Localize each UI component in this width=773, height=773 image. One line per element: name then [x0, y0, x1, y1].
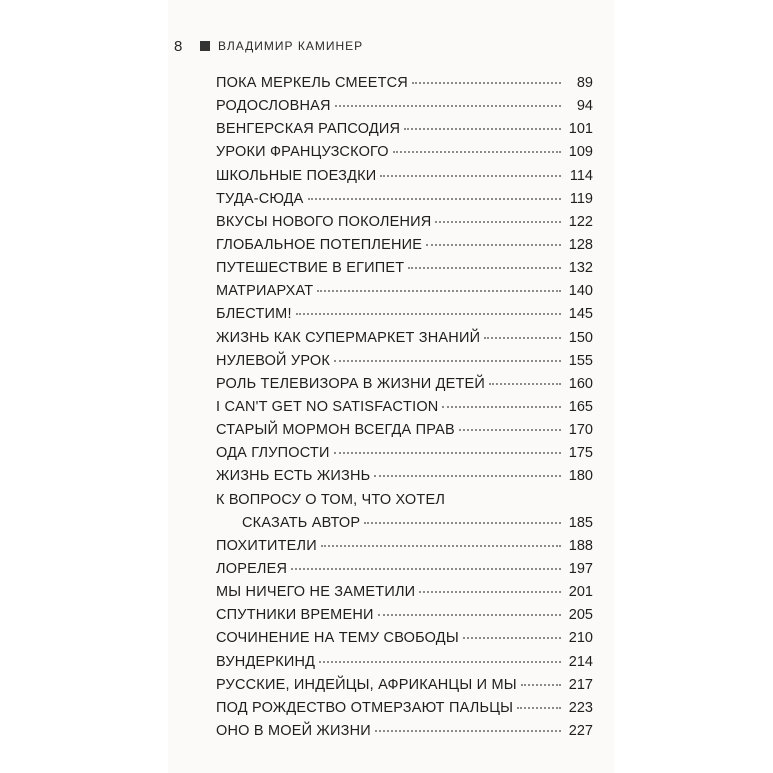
toc-entry-title: ГЛОБАЛЬНОЕ ПОТЕПЛЕНИЕ: [216, 236, 423, 253]
toc-entry-title: ВКУСЫ НОВОГО ПОКОЛЕНИЯ: [216, 213, 432, 230]
toc-entry-page: 165: [568, 398, 593, 415]
toc-entry-title: ВУНДЕРКИНД: [216, 653, 316, 670]
toc-entry-title: МЫ НИЧЕГО НЕ ЗАМЕТИЛИ: [216, 584, 416, 601]
toc-entry: [216, 396, 593, 419]
dot-leader: [412, 82, 561, 84]
toc-entry: [216, 373, 593, 396]
toc-entry: [216, 72, 593, 95]
toc-entry-page: 201: [568, 584, 593, 601]
toc-entry: [216, 651, 593, 674]
toc-entry-page: 132: [568, 260, 593, 277]
toc-entry-title: ТУДА-СЮДА: [216, 190, 304, 207]
toc-entry-page: 227: [568, 722, 593, 739]
toc-entry-title: РУССКИЕ, ИНДЕЙЦЫ, АФРИКАНЦЫ И МЫ: [216, 676, 517, 693]
toc-entry-title-continued: СКАЗАТЬ АВТОР: [242, 514, 361, 531]
dot-leader: [380, 175, 561, 177]
toc-entry-page: 155: [568, 352, 593, 369]
dot-leader: [319, 661, 561, 663]
toc-entry-title: ОДА ГЛУПОСТИ: [216, 445, 330, 462]
toc-entry: [216, 535, 593, 558]
toc-entry-page: 197: [568, 560, 593, 577]
square-ornament-icon: [200, 41, 210, 51]
dot-leader: [489, 383, 561, 385]
author-name: ВЛАДИМИР КАМИНЕР: [218, 39, 364, 53]
dot-leader: [334, 360, 561, 362]
toc-entry-title: УРОКИ ФРАНЦУЗСКОГО: [216, 144, 389, 161]
toc-entry-title: ЖИЗНЬ КАК СУПЕРМАРКЕТ ЗНАНИЙ: [216, 329, 481, 346]
dot-leader: [335, 105, 561, 107]
toc-entry-title: ЖИЗНЬ ЕСТЬ ЖИЗНЬ: [216, 468, 371, 485]
toc-entry-title: СПУТНИКИ ВРЕМЕНИ: [216, 607, 374, 624]
toc-entry: [216, 489, 593, 535]
toc-entry-page: 223: [568, 699, 593, 716]
toc-entry: [216, 350, 593, 373]
toc-entry: [216, 604, 593, 627]
dot-leader: [517, 707, 561, 709]
toc-entry-title: РОДОСЛОВНАЯ: [216, 98, 331, 115]
toc-entry: [216, 627, 593, 650]
table-of-contents: [216, 72, 593, 743]
toc-entry-title: ПОКА МЕРКЕЛЬ СМЕЕТСЯ: [216, 75, 408, 91]
book-page: [168, 0, 614, 773]
dot-leader: [321, 545, 561, 547]
toc-entry: [216, 465, 593, 488]
toc-entry: [216, 141, 593, 164]
toc-entry-title: ЛОРЕЛЕЯ: [216, 560, 288, 577]
toc-entry-page: 188: [568, 537, 593, 554]
dot-leader: [442, 406, 561, 408]
dot-leader: [521, 684, 561, 686]
toc-entry-title: СТАРЫЙ МОРМОН ВСЕГДА ПРАВ: [216, 422, 455, 439]
toc-entry-title: РОЛЬ ТЕЛЕВИЗОРА В ЖИЗНИ ДЕТЕЙ: [216, 375, 486, 392]
toc-entry: [216, 165, 593, 188]
toc-entry-page: 122: [568, 213, 593, 230]
toc-entry: [216, 442, 593, 465]
toc-entry-page: 145: [568, 306, 593, 323]
toc-entry-title: ОНО В МОЕЙ ЖИЗНИ: [216, 722, 371, 739]
dot-leader: [317, 290, 561, 292]
dot-leader: [408, 267, 561, 269]
toc-entry-title: ПОД РОЖДЕСТВО ОТМЕРЗАЮТ ПАЛЬЦЫ: [216, 699, 514, 716]
toc-entry-title: БЛЕСТИМ!: [216, 306, 292, 323]
toc-entry: [216, 303, 593, 326]
toc-entry-title: ВЕНГЕРСКАЯ РАПСОДИЯ: [216, 121, 401, 138]
toc-entry-page: 180: [568, 468, 593, 485]
dot-leader: [291, 568, 561, 570]
dot-leader: [426, 244, 561, 246]
toc-entry-page: 217: [568, 676, 593, 693]
toc-entry: [216, 234, 593, 257]
toc-entry-title: НУЛЕВОЙ УРОК: [216, 352, 330, 369]
dot-leader: [364, 522, 561, 524]
toc-entry-page: 185: [568, 514, 593, 531]
toc-entry-page: 89: [576, 75, 593, 91]
toc-entry: [216, 674, 593, 697]
toc-entry: [216, 95, 593, 118]
toc-entry-page: 205: [568, 607, 593, 624]
toc-entry: [216, 188, 593, 211]
toc-entry-page: 109: [568, 144, 593, 161]
toc-entry: [216, 697, 593, 720]
toc-entry-title: МАТРИАРХАТ: [216, 283, 314, 300]
toc-entry-page: 114: [569, 167, 593, 184]
dot-leader: [463, 637, 561, 639]
toc-entry: [216, 558, 593, 581]
dot-leader: [374, 475, 561, 477]
toc-entry: [216, 581, 593, 604]
toc-entry: [216, 211, 593, 234]
dot-leader: [459, 429, 561, 431]
dot-leader: [484, 337, 561, 339]
toc-entry: [216, 720, 593, 743]
dot-leader: [308, 198, 561, 200]
dot-leader: [393, 151, 561, 153]
dot-leader: [334, 452, 561, 454]
toc-entry-title: ШКОЛЬНЫЕ ПОЕЗДКИ: [216, 167, 377, 184]
toc-entry: [216, 118, 593, 141]
toc-entry-title: ПОХИТИТЕЛИ: [216, 537, 317, 554]
toc-entry-title: СОЧИНЕНИЕ НА ТЕМУ СВОБОДЫ: [216, 630, 459, 647]
toc-entry-page: 140: [568, 283, 593, 300]
toc-entry-page: 119: [569, 190, 593, 207]
dot-leader: [378, 614, 561, 616]
dot-leader: [419, 591, 561, 593]
page-number: 8: [174, 37, 183, 55]
toc-entry-page: 210: [568, 630, 593, 647]
toc-entry: [216, 327, 593, 350]
toc-entry-page: 150: [568, 329, 593, 346]
toc-entry-page: 214: [568, 653, 593, 670]
running-head: [174, 36, 363, 56]
toc-entry-title: I CAN'T GET NO SATISFACTION: [216, 398, 439, 415]
dot-leader: [296, 313, 561, 315]
toc-entry: [216, 257, 593, 280]
toc-entry-page: 101: [568, 121, 593, 138]
toc-entry: [216, 419, 593, 442]
toc-entry-title: К ВОПРОСУ О ТОМ, ЧТО ХОТЕЛ: [216, 491, 446, 508]
dot-leader: [375, 730, 561, 732]
dot-leader: [435, 221, 561, 223]
toc-entry: [216, 280, 593, 303]
toc-entry-title: ПУТЕШЕСТВИЕ В ЕГИПЕТ: [216, 260, 405, 277]
toc-entry-page: 128: [568, 236, 593, 253]
dot-leader: [404, 128, 561, 130]
toc-entry-page: 170: [568, 422, 593, 439]
toc-entry-page: 175: [568, 445, 593, 462]
toc-entry-page: 160: [568, 375, 593, 392]
toc-entry-page: 94: [576, 98, 593, 115]
